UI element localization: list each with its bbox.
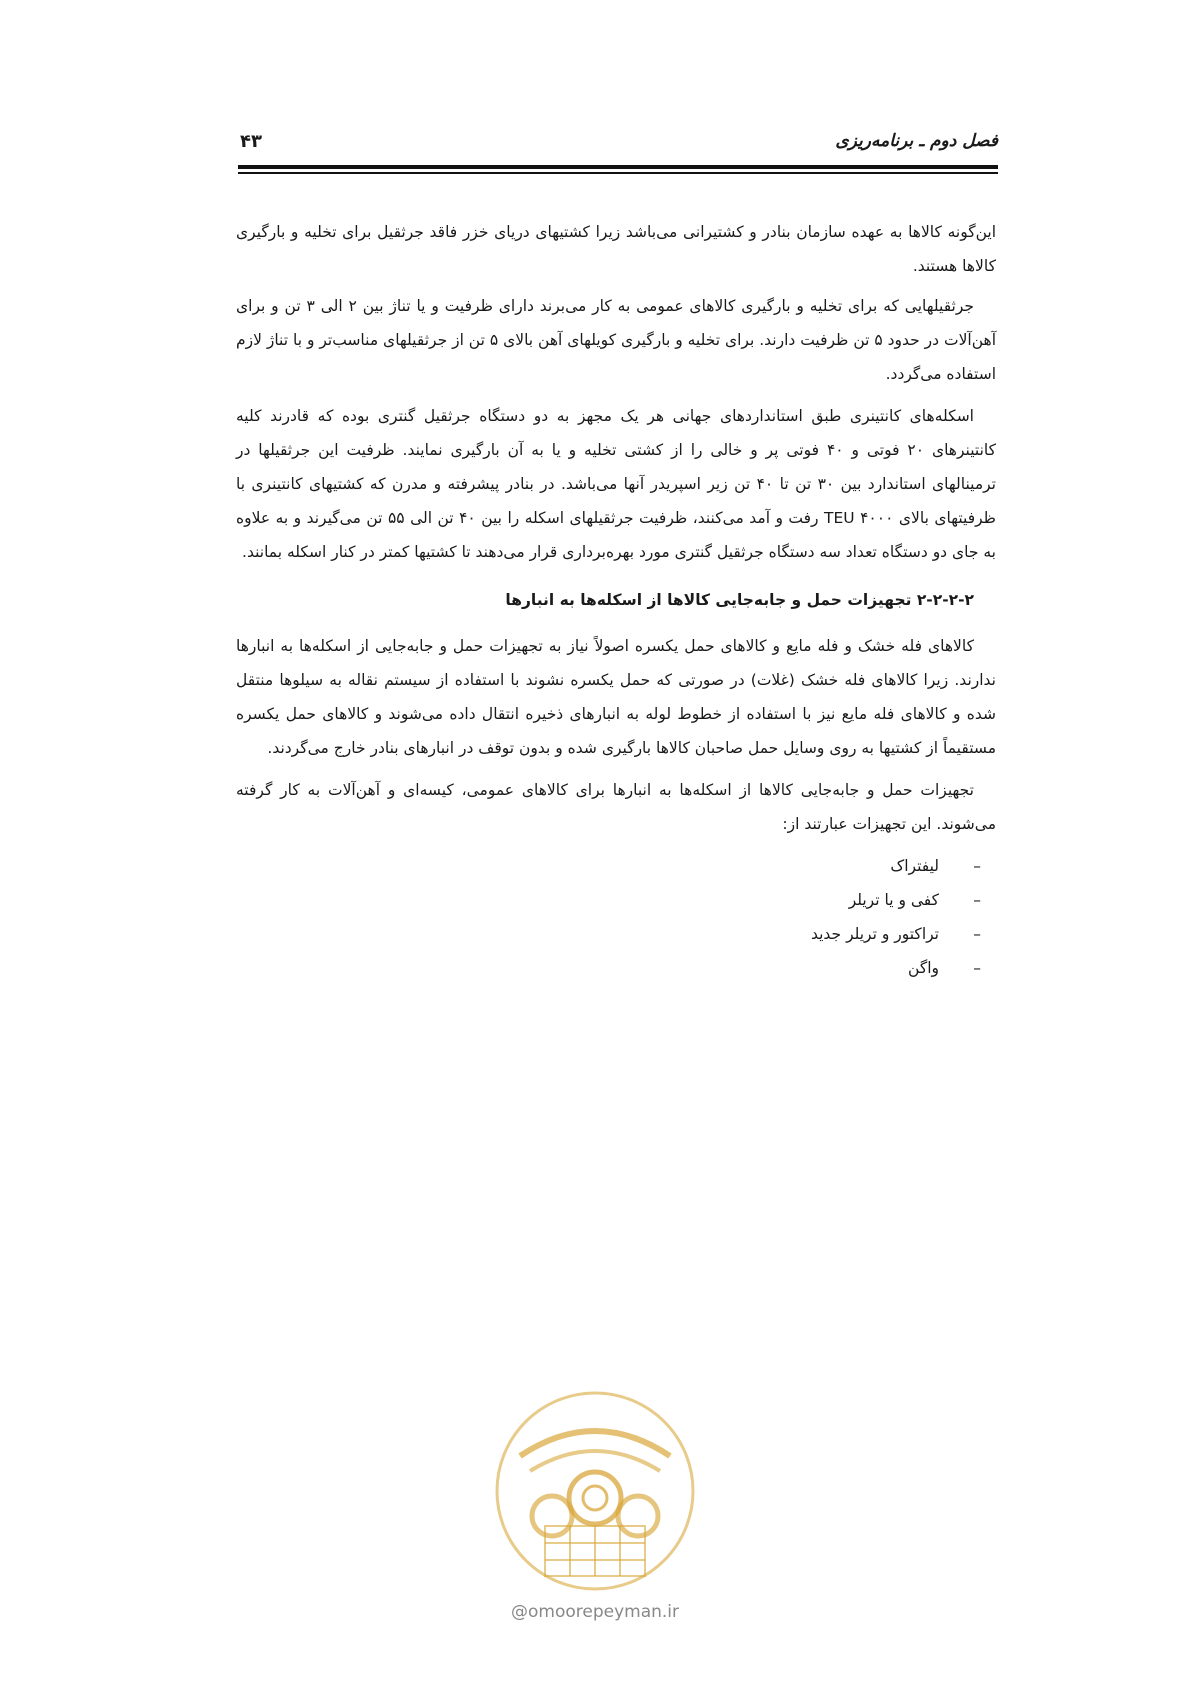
list-item-text: تراکتور و تریلر جدید [810, 925, 939, 943]
header-rule-thin [238, 172, 998, 174]
paragraph-5: تجهیزات حمل و جابه‌جایی کالاها از اسکله‌ها به انبارها برای کالاهای عمومی، کیسه‌ای و آهن‌آلات به کار گرفته می‌شوند. این تجهیزات عبارتند از: [236, 781, 996, 833]
list-item [236, 849, 981, 883]
list-item-text: کفی و یا تریلر [848, 891, 939, 909]
section-heading: ۲-۲-۲-۲ تجهیزات حمل و جابه‌جایی کالاها از اسکله‌ها به انبارها [505, 591, 974, 609]
list-item [236, 951, 981, 985]
chapter-title: فصل دوم ـ برنامه‌ریزی [835, 131, 998, 151]
list-item [236, 883, 981, 917]
list-item-text: لیفتراک [890, 857, 939, 875]
page-number: ۴۳ [240, 131, 262, 152]
paragraph-4: کالاهای فله خشک و فله مایع و کالاهای حمل یکسره اصولاً نیاز به تجهیزات حمل و جابه‌جایی از اسکله‌ها به انبارها ندارند. زیرا کالاهای فله خشک (غلات) در صورتی که حمل یکسره نشوند با استفاده از سیستم نقاله به سیلوها منتقل شده و کالاهای فله مایع نیز با استفاده از خطوط لوله به انبارهای ذخیره انتقال داده می‌شوند و کالاهای حمل یکسره مستقیماً از کشتیها به روی وسایل حمل صاحبان کالاها بارگیری شده و بدون توقف در انبارهای بنادر خارج می‌گردند. [236, 637, 996, 757]
paragraph-2: جرثقیلهایی که برای تخلیه و بارگیری کالاهای عمومی به کار می‌برند دارای ظرفیت و یا تناژ بین ۲ الی ۳ تن و برای آهن‌آلات در حدود ۵ تن ظرفیت دارند. برای تخلیه و بارگیری کویلهای آهن بالای ۵ تن از جرثقیلهای مناسب‌تر و با تناژ لازم استفاده می‌گردد. [236, 297, 996, 383]
paragraph-1: این‌گونه کالاها به عهده سازمان بنادر و کشتیرانی می‌باشد زیرا کشتیهای دریای خزر فاقد جرثقیل برای تخلیه و بارگیری کالاها هستند. [236, 223, 996, 275]
page-body [236, 215, 996, 985]
bullet-dash: – [973, 891, 981, 909]
header-rule-thick [238, 165, 998, 169]
paragraph-3: اسکله‌های کانتینری طبق استانداردهای جهانی هر یک مجهز به دو دستگاه جرثقیل گنتری بوده که قادرند کلیه کانتینرهای ۲۰ فوتی و ۴۰ فوتی پر و خالی را از کشتی تخلیه و یا به آن بارگیری نمایند. ظرفیت این جرثقیلها در ترمینالهای استاندارد بین ۳۰ تن تا ۴۰ تن زیر اسپریدر آنها می‌باشد. در بنادر پیشرفته و مدرن که کشتیهای کانتینری با ظرفیتهای بالای ۴۰۰۰ TEU رفت و آمد می‌کنند، ظرفیت جرثقیلهای اسکله را بین ۴۰ تن الی ۵۵ تن می‌گیرند و به علاوه به جای دو دستگاه تعداد سه دستگاه جرثقیل گنتری مورد بهره‌برداری قرار می‌دهند تا کشتیها کمتر در کنار اسکله بمانند. [236, 407, 996, 561]
bullet-dash: – [973, 857, 981, 875]
publisher-logo [490, 1386, 700, 1596]
publisher-website: @omoorepeyman.ir [510, 1602, 680, 1622]
bullet-dash: – [973, 959, 981, 977]
list-item [236, 917, 981, 951]
equipment-list [236, 849, 996, 985]
bullet-dash: – [973, 925, 981, 943]
list-item-text: واگن [908, 959, 939, 977]
